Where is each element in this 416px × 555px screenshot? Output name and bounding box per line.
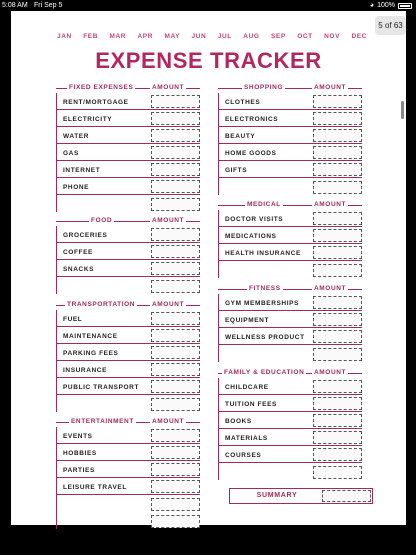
- amount-header: AMOUNT: [152, 217, 185, 224]
- amount-input[interactable]: [151, 312, 200, 325]
- expense-label: PUBLIC TRANSPORT: [63, 384, 140, 391]
- expense-row: [219, 110, 362, 127]
- month-tabs: [57, 33, 367, 40]
- total-amount-input[interactable]: [313, 264, 362, 277]
- section-family: [218, 368, 362, 480]
- month-may[interactable]: MAY: [164, 33, 181, 40]
- amount-input[interactable]: [313, 112, 362, 125]
- expense-label: BEAUTY: [225, 133, 256, 140]
- amount-input[interactable]: [151, 95, 200, 108]
- amount-input[interactable]: [151, 346, 200, 359]
- section-title: FAMILY & EDUCATION: [224, 369, 305, 376]
- expense-row: [219, 328, 362, 345]
- expense-label: FUEL: [63, 316, 83, 323]
- status-date: Fri Sep 5: [34, 2, 63, 9]
- expense-row: [219, 311, 362, 328]
- amount-header: AMOUNT: [152, 301, 185, 308]
- expense-row: [57, 226, 200, 243]
- expense-label: RENT/MORTGAGE: [63, 99, 129, 106]
- expense-label: GAS: [63, 150, 79, 157]
- amount-input[interactable]: [313, 397, 362, 410]
- section-header: [56, 300, 200, 310]
- expense-row: [57, 243, 200, 260]
- total-row: [57, 495, 200, 512]
- month-jan[interactable]: JAN: [57, 33, 72, 40]
- expense-row: [57, 478, 200, 495]
- expense-label: MAINTENANCE: [63, 333, 118, 340]
- expense-row: [219, 244, 362, 261]
- expense-row: [57, 310, 200, 327]
- total-row: [219, 178, 362, 195]
- amount-header: AMOUNT: [314, 201, 347, 208]
- amount-input[interactable]: [313, 229, 362, 242]
- total-amount-input[interactable]: [151, 398, 200, 411]
- amount-input[interactable]: [151, 262, 200, 275]
- amount-input[interactable]: [151, 446, 200, 459]
- expense-label: HOBBIES: [63, 450, 97, 457]
- expense-row: [57, 461, 200, 478]
- amount-input[interactable]: [151, 380, 200, 393]
- section-header: [218, 284, 362, 294]
- page-title: EXPENSE TRACKER: [95, 48, 322, 73]
- total-row: [57, 195, 200, 212]
- expense-row: [219, 378, 362, 395]
- amount-input[interactable]: [151, 480, 200, 493]
- amount-input[interactable]: [313, 129, 362, 142]
- status-bar: [0, 0, 416, 11]
- total-row: [57, 512, 200, 529]
- expense-label: CLOTHES: [225, 99, 261, 106]
- total-row: [219, 463, 362, 480]
- expense-row: [57, 444, 200, 461]
- section-title: FOOD: [91, 217, 113, 224]
- section-title: ENTERTAINMENT: [71, 418, 134, 425]
- page-counter[interactable]: 5 of 63: [375, 16, 406, 35]
- section-transport: [56, 300, 200, 412]
- expense-label: PARTIES: [63, 467, 95, 474]
- battery-percent: 100%: [377, 2, 395, 9]
- expense-label: MATERIALS: [225, 435, 268, 442]
- amount-header: AMOUNT: [152, 84, 185, 91]
- expense-row: [57, 144, 200, 161]
- amount-input[interactable]: [313, 146, 362, 159]
- total-row: [57, 277, 200, 294]
- amount-input[interactable]: [313, 246, 362, 259]
- month-mar[interactable]: MAR: [109, 33, 127, 40]
- expense-row: [57, 110, 200, 127]
- section-fixed: [56, 83, 200, 212]
- section-rows: [56, 427, 200, 529]
- expense-label: GIFTS: [225, 167, 248, 174]
- expense-label: ELECTRICITY: [63, 116, 113, 123]
- amount-input[interactable]: [151, 463, 200, 476]
- expense-row: [57, 427, 200, 444]
- expense-label: BOOKS: [225, 418, 252, 425]
- amount-input[interactable]: [151, 329, 200, 342]
- total-row: [219, 345, 362, 362]
- amount-input[interactable]: [151, 429, 200, 442]
- section-header: [56, 417, 200, 427]
- section-title: SHOPPING: [244, 84, 284, 91]
- month-oct[interactable]: OCT: [297, 33, 313, 40]
- expense-label: PHONE: [63, 184, 90, 191]
- expense-row: [57, 178, 200, 195]
- expense-label: EQUIPMENT: [225, 317, 270, 324]
- summary-label: SUMMARY: [256, 492, 298, 499]
- section-header: [218, 200, 362, 210]
- expense-label: GYM MEMBERSHIPS: [225, 300, 300, 307]
- expense-label: ELECTRONICS: [225, 116, 279, 123]
- expense-label: SNACKS: [63, 266, 95, 273]
- amount-input[interactable]: [151, 228, 200, 241]
- amount-header: AMOUNT: [152, 418, 185, 425]
- amount-input[interactable]: [151, 180, 200, 193]
- section-entertainment: [56, 417, 200, 529]
- document-page: [11, 11, 406, 525]
- section-title: FITNESS: [249, 285, 281, 292]
- section-food: [56, 216, 200, 294]
- amount-input[interactable]: [313, 212, 362, 225]
- amount-input[interactable]: [313, 380, 362, 393]
- expense-row: [57, 260, 200, 277]
- status-time: 5:08 AM: [2, 2, 28, 9]
- summary-row: [229, 488, 373, 504]
- section-rows: [56, 310, 200, 412]
- amount-input[interactable]: [313, 163, 362, 176]
- total-row: [219, 261, 362, 278]
- total-amount-input[interactable]: [151, 515, 200, 528]
- amount-input[interactable]: [313, 95, 362, 108]
- summary-amount-box[interactable]: [322, 490, 371, 502]
- expense-row: [219, 93, 362, 110]
- section-header: [56, 83, 200, 93]
- expense-row: [219, 161, 362, 178]
- expense-label: WELLNESS PRODUCT: [225, 334, 305, 341]
- amount-input[interactable]: [151, 129, 200, 142]
- expense-row: [57, 327, 200, 344]
- month-dec[interactable]: DEC: [351, 33, 367, 40]
- expense-label: DOCTOR VISITS: [225, 216, 284, 223]
- month-sep[interactable]: SEP: [270, 33, 286, 40]
- section-rows: [218, 93, 362, 195]
- amount-input[interactable]: [313, 296, 362, 309]
- battery-icon: [398, 3, 412, 9]
- expense-row: [219, 395, 362, 412]
- expense-label: WATER: [63, 133, 89, 140]
- section-rows: [56, 93, 200, 212]
- expense-row: [57, 378, 200, 395]
- month-aug[interactable]: AUG: [243, 33, 260, 40]
- expense-row: [219, 294, 362, 311]
- expense-label: CHILDCARE: [225, 384, 269, 391]
- section-title: TRANSPORTATION: [67, 301, 136, 308]
- expense-row: [219, 127, 362, 144]
- amount-input[interactable]: [313, 414, 362, 427]
- total-amount-input[interactable]: [151, 198, 200, 211]
- expense-row: [57, 344, 200, 361]
- expense-row: [219, 210, 362, 227]
- expense-label: GROCERIES: [63, 232, 108, 239]
- expense-row: [219, 412, 362, 429]
- month-feb[interactable]: FEB: [83, 33, 99, 40]
- section-title: FIXED EXPENSES: [69, 84, 134, 91]
- amount-header: AMOUNT: [314, 369, 347, 376]
- expense-label: PARKING FEES: [63, 350, 119, 357]
- amount-input[interactable]: [151, 112, 200, 125]
- total-amount-input[interactable]: [313, 466, 362, 479]
- total-amount-input[interactable]: [151, 498, 200, 511]
- amount-input[interactable]: [313, 313, 362, 326]
- total-row: [57, 395, 200, 412]
- expense-label: MEDICATIONS: [225, 233, 277, 240]
- amount-input[interactable]: [313, 330, 362, 343]
- expense-label: COFFEE: [63, 249, 93, 256]
- section-rows: [56, 226, 200, 294]
- expense-row: [219, 227, 362, 244]
- expense-label: COURSES: [225, 452, 262, 459]
- section-medical: [218, 200, 362, 278]
- expense-label: TUITION FEES: [225, 401, 277, 408]
- month-jul[interactable]: JUL: [217, 33, 232, 40]
- expense-row: [57, 361, 200, 378]
- amount-input[interactable]: [151, 363, 200, 376]
- amount-input[interactable]: [313, 448, 362, 461]
- section-title: MEDICAL: [247, 201, 281, 208]
- expense-row: [57, 161, 200, 178]
- month-apr[interactable]: APR: [137, 33, 154, 40]
- amount-header: AMOUNT: [314, 84, 347, 91]
- expense-row: [57, 93, 200, 110]
- section-rows: [218, 378, 362, 480]
- total-amount-input[interactable]: [151, 280, 200, 293]
- section-fitness: [218, 284, 362, 362]
- status-right: [370, 0, 412, 11]
- section-rows: [218, 294, 362, 362]
- scrollbar[interactable]: [401, 101, 404, 119]
- expense-row: [219, 429, 362, 446]
- amount-input[interactable]: [151, 146, 200, 159]
- expense-label: INTERNET: [63, 167, 101, 174]
- expense-label: LEISURE TRAVEL: [63, 484, 127, 491]
- expense-label: EVENTS: [63, 433, 93, 440]
- amount-input[interactable]: [313, 431, 362, 444]
- month-jun[interactable]: JUN: [191, 33, 207, 40]
- expense-label: HOME GOODS: [225, 150, 277, 157]
- amount-input[interactable]: [151, 163, 200, 176]
- expense-label: INSURANCE: [63, 367, 108, 374]
- section-header: [218, 83, 362, 93]
- expense-label: HEALTH INSURANCE: [225, 250, 301, 257]
- section-header: [56, 216, 200, 226]
- section-header: [218, 368, 362, 378]
- section-rows: [218, 210, 362, 278]
- expense-row: [57, 127, 200, 144]
- month-nov[interactable]: NOV: [324, 33, 341, 40]
- section-shopping: [218, 83, 362, 195]
- amount-header: AMOUNT: [314, 285, 347, 292]
- expense-row: [219, 446, 362, 463]
- wifi-icon: ◕: [369, 2, 375, 9]
- total-amount-input[interactable]: [313, 348, 362, 361]
- amount-input[interactable]: [151, 245, 200, 258]
- total-amount-input[interactable]: [313, 181, 362, 194]
- expense-row: [219, 144, 362, 161]
